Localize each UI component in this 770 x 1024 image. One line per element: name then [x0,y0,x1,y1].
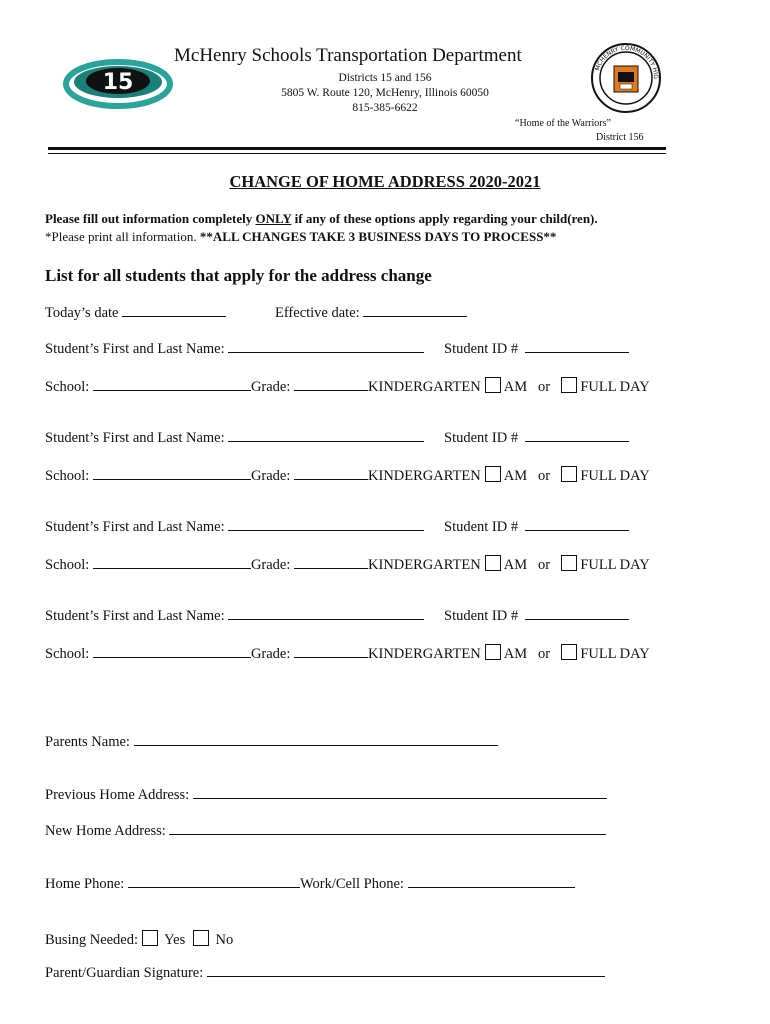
parents-name-field[interactable]: Parents Name: [45,734,498,751]
am-checkbox[interactable] [485,555,501,571]
student-id-field[interactable]: Student ID # [444,519,629,536]
school-row: School: Grade: KINDERGARTEN AM or FULL DAY [45,379,650,395]
full-day-checkbox[interactable] [561,644,577,660]
districts-line: Districts 15 and 156 [338,72,432,84]
student-id-field[interactable]: Student ID # [444,341,629,358]
school-row: School: Grade: KINDERGARTEN AM or FULL DAY [45,557,650,573]
effective-date-field[interactable]: Effective date: [275,305,467,322]
school-row: School: Grade: KINDERGARTEN AM or FULL DAY [45,646,650,662]
student-name-field[interactable]: Student’s First and Last Name: [45,341,424,358]
phone-line: 815-385-6622 [352,102,418,114]
previous-address-field[interactable]: Previous Home Address: [45,787,607,804]
page-title: McHenry Schools Transportation Department [174,45,522,66]
home-phone-field[interactable] [128,886,300,888]
motto: “Home of the Warriors” [515,118,611,129]
student-name-field[interactable]: Student’s First and Last Name: [45,430,424,447]
school-row: School: Grade: KINDERGARTEN AM or FULL DAY [45,468,650,484]
header-rule-thin [48,153,666,154]
header-rule-thick [48,147,666,150]
busing-needed-row: Busing Needed: Yes No [45,932,234,948]
am-checkbox[interactable] [485,644,501,660]
svg-text:MCHENRY COMMUNITY HIGH SCHOOL: MCHENRY COMMUNITY HIG [594,44,660,80]
busing-no-checkbox[interactable] [193,930,209,946]
motto-district: District 156 [596,132,644,143]
form-heading: CHANGE OF HOME ADDRESS 2020-2021 [229,172,541,191]
todays-date-field[interactable]: Today’s date [45,305,226,322]
student-name-field[interactable]: Student’s First and Last Name: [45,608,424,625]
phone-row: Home Phone: Work/Cell Phone: [45,876,575,893]
address-line: 5805 W. Route 120, McHenry, Illinois 60050 [281,87,489,99]
am-checkbox[interactable] [485,466,501,482]
full-day-checkbox[interactable] [561,555,577,571]
full-day-checkbox[interactable] [561,377,577,393]
student-id-field[interactable]: Student ID # [444,430,629,447]
work-phone-field[interactable] [408,886,575,888]
signature-field[interactable]: Parent/Guardian Signature: [45,965,605,982]
am-checkbox[interactable] [485,377,501,393]
student-name-field[interactable]: Student’s First and Last Name: [45,519,424,536]
new-address-field[interactable]: New Home Address: [45,823,606,840]
students-section-heading: List for all students that apply for the address change [45,266,432,285]
svg-text:15: 15 [102,70,134,95]
busing-yes-checkbox[interactable] [142,930,158,946]
high-school-seal [590,42,662,114]
student-id-field[interactable]: Student ID # [444,608,629,625]
instruction-line-1: Please fill out information completely ONLY if any of these options apply regarding your child(ren). [45,211,598,226]
full-day-checkbox[interactable] [561,466,577,482]
instruction-line-2: *Please print all information. **ALL CHANGES TAKE 3 BUSINESS DAYS TO PROCESS** [45,229,557,244]
